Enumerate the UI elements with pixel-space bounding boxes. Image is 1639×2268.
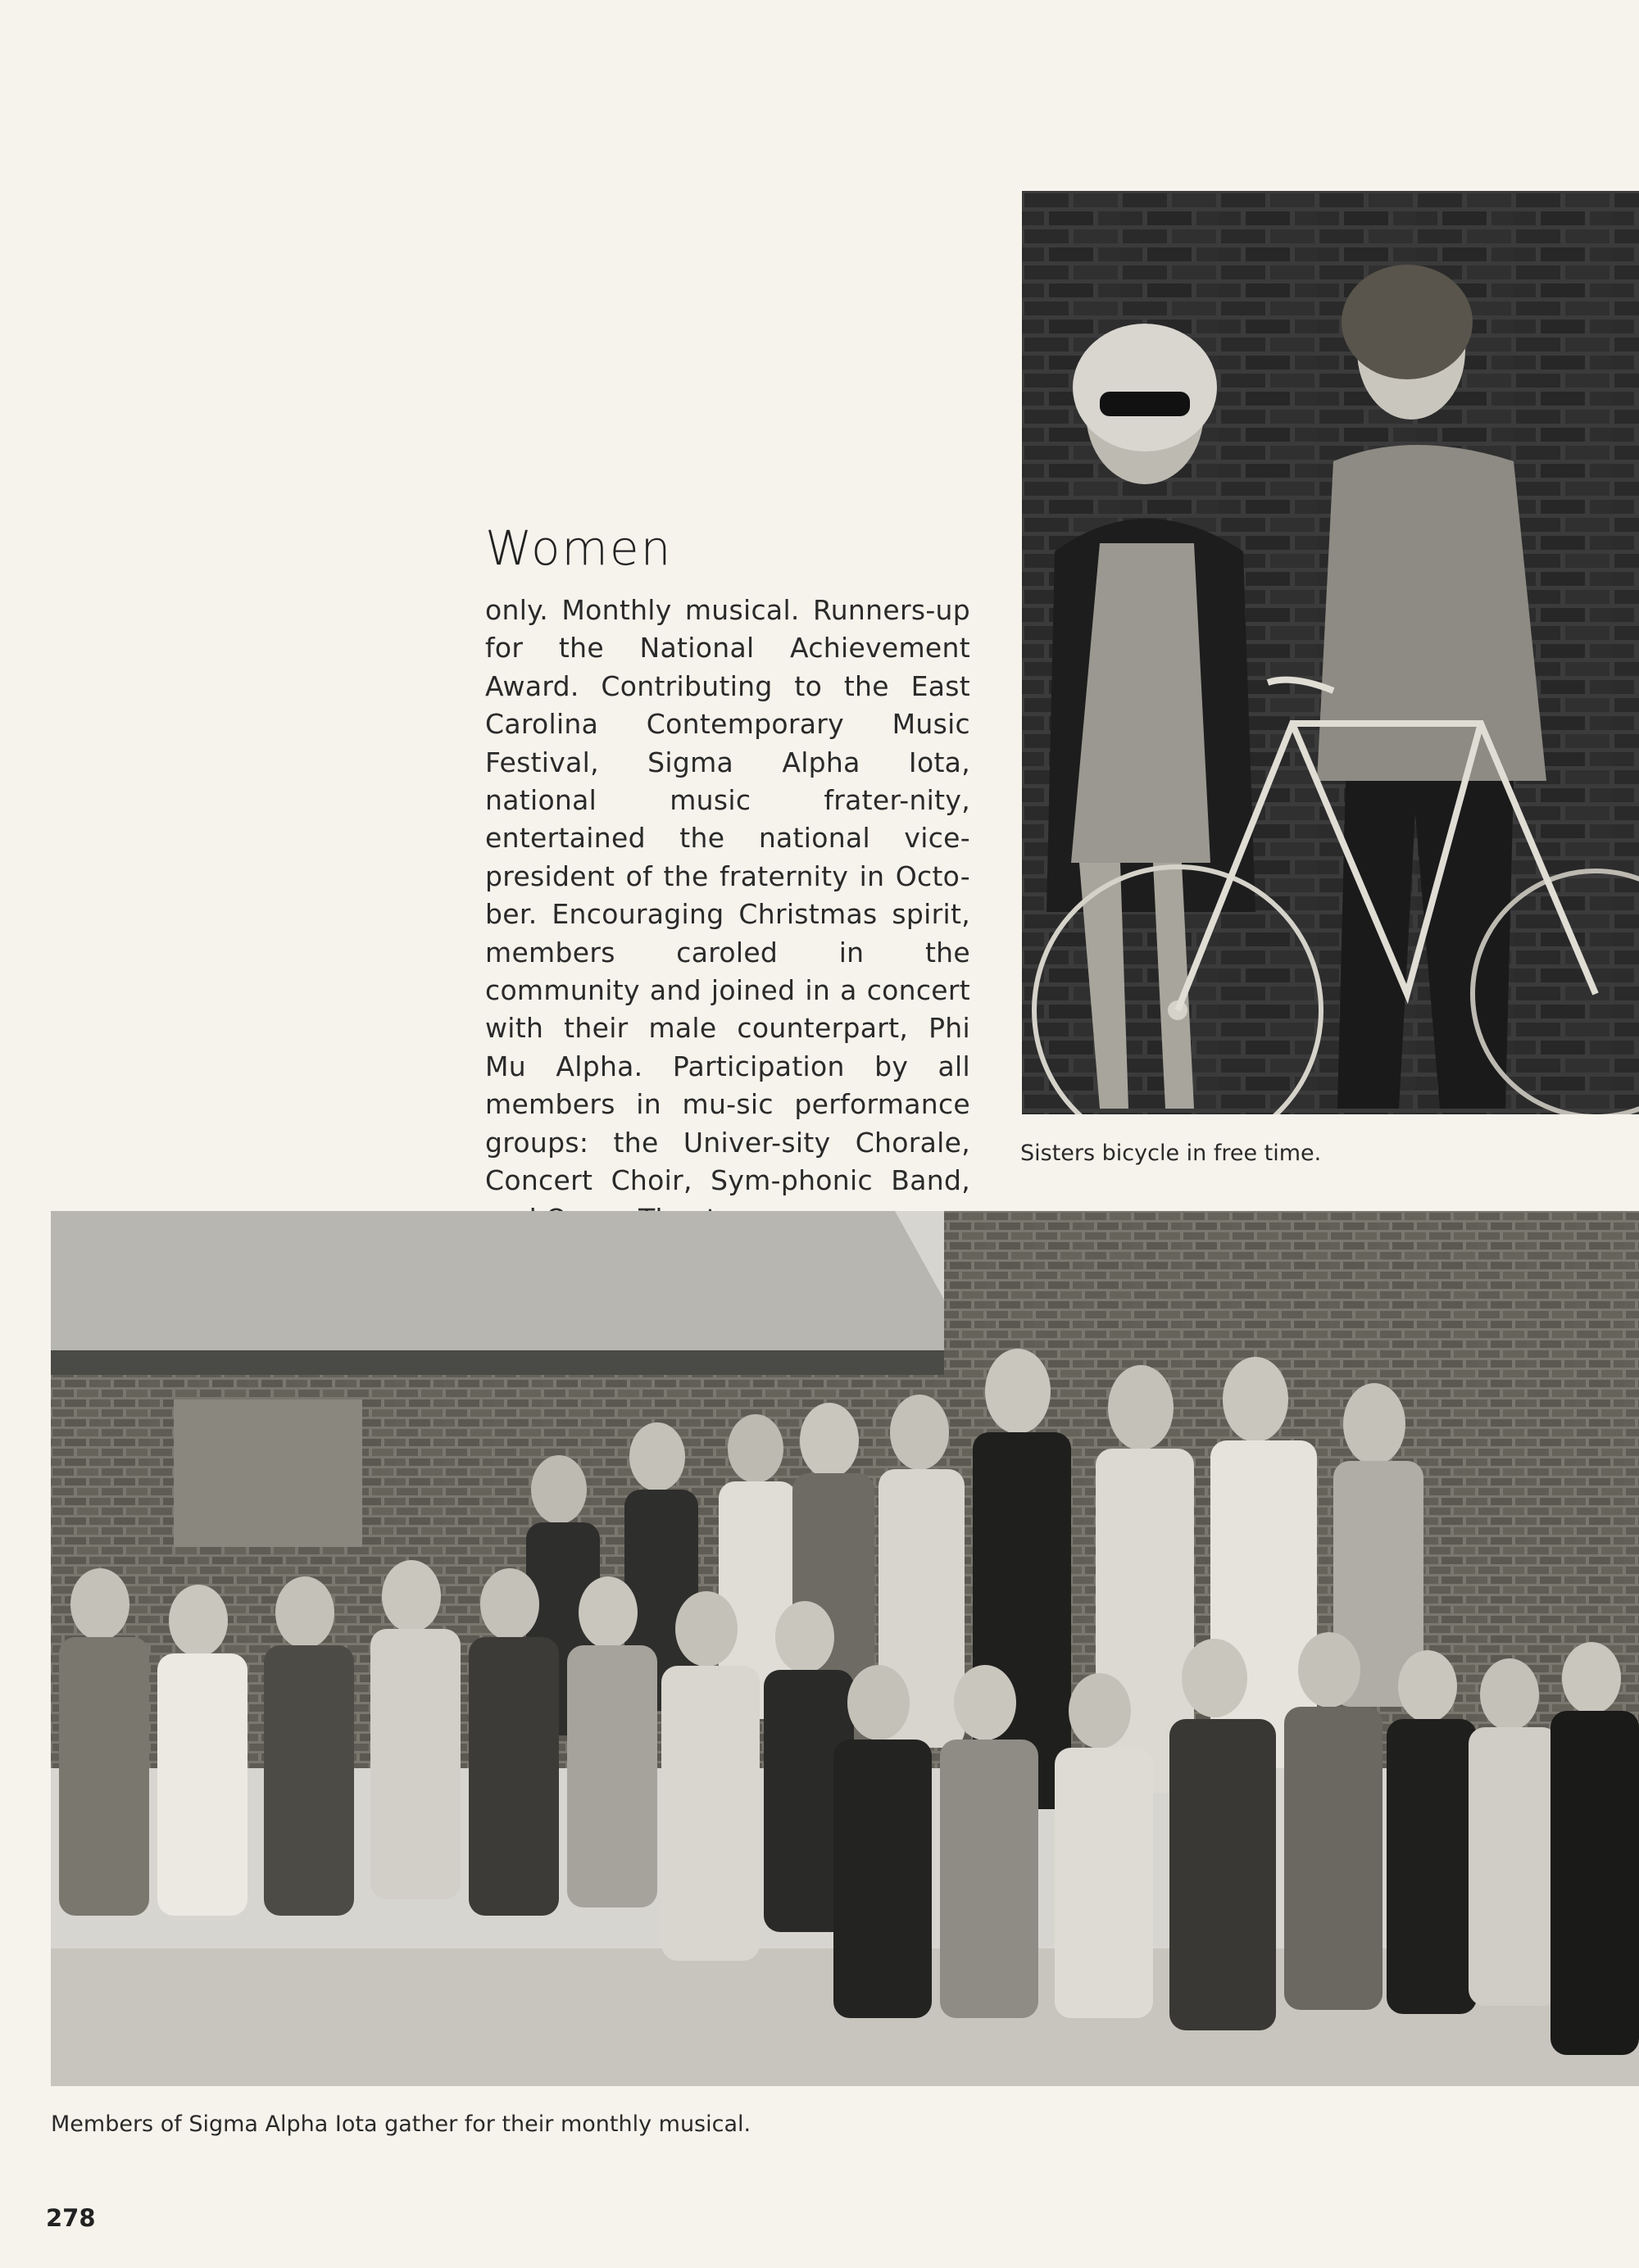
group-photo-image [51,1211,1639,2086]
bicycle-photo-image [1022,191,1639,1114]
bicycle-photo [1022,191,1639,1114]
article-body: only. Monthly musical. Runners-up for the National Achievement Award. Contributing to the East Carolina Contemporary Music Festival, Sigma Alpha Iota, national music frater-nity, entertained the national vice-president of the fraternity in Octo-ber. Encouraging Christmas spirit, members caroled in the community and joined in a concert with their male counterpart, Phi Mu Alpha. Participation by all members in mu-sic performance groups: the Univer-sity Chorale, Concert Choir, Sym-phonic Band, [485,594,970,1197]
bicycle-photo-caption: Sisters bicycle in free time. [1020,1141,1322,1166]
article-headline: Women [485,520,673,576]
page-number: 278 [46,2204,96,2232]
group-photo-caption: Members of Sigma Alpha Iota gather for their monthly musical. [51,2112,751,2137]
group-photo [51,1211,1639,2086]
